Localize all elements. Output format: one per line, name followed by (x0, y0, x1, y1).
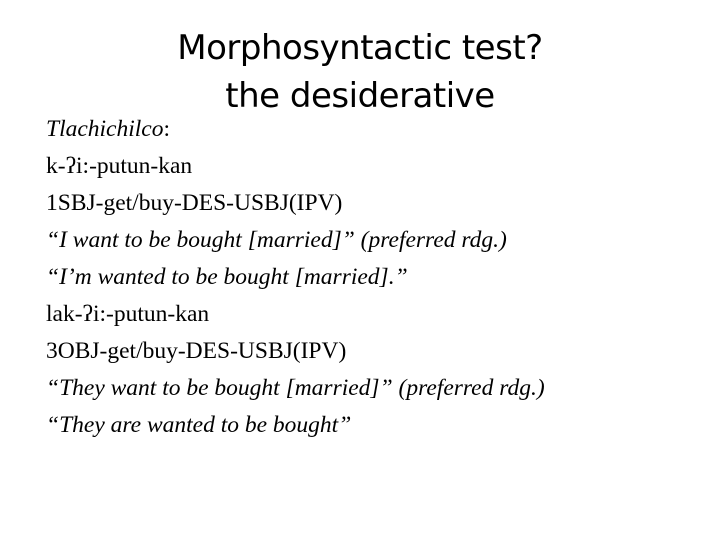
language-name: Tlachichilco (46, 116, 164, 142)
example-2-gloss-text: 3OBJ-get/buy-DES-USBJ(IPV) (46, 338, 347, 364)
example-2-translation-b (46, 412, 351, 439)
example-1-form (46, 153, 192, 180)
slide-title (120, 24, 600, 120)
title-line-1: Morphosyntactic test? (177, 28, 543, 68)
example-2-translation-b-text: “They are wanted to be bought” (46, 412, 352, 438)
example-1-gloss (46, 190, 342, 217)
example-1-gloss-text: 1SBJ-get/buy-DES-USBJ(IPV) (46, 190, 343, 216)
example-1-translation-a-text: “I want to be bought [married]” (preferred rdg.) (46, 227, 507, 253)
example-2-gloss (46, 338, 346, 365)
example-1-translation-b (46, 264, 408, 291)
example-2-form (46, 301, 209, 328)
example-1-translation-b-text: “I’m wanted to be bought [married].” (46, 264, 408, 290)
example-2-form-text: lak-ʔi:-putun-kan (46, 301, 210, 327)
title-line-2: the desiderative (225, 76, 495, 116)
example-2-translation-a-text: “They want to be bought [married]” (preferred rdg.) (46, 375, 545, 401)
language-colon: : (163, 116, 171, 142)
example-1-form-text: k-ʔi:-putun-kan (46, 153, 193, 179)
language-label (46, 116, 170, 143)
example-2-translation-a (46, 375, 545, 402)
example-1-translation-a (46, 227, 507, 254)
